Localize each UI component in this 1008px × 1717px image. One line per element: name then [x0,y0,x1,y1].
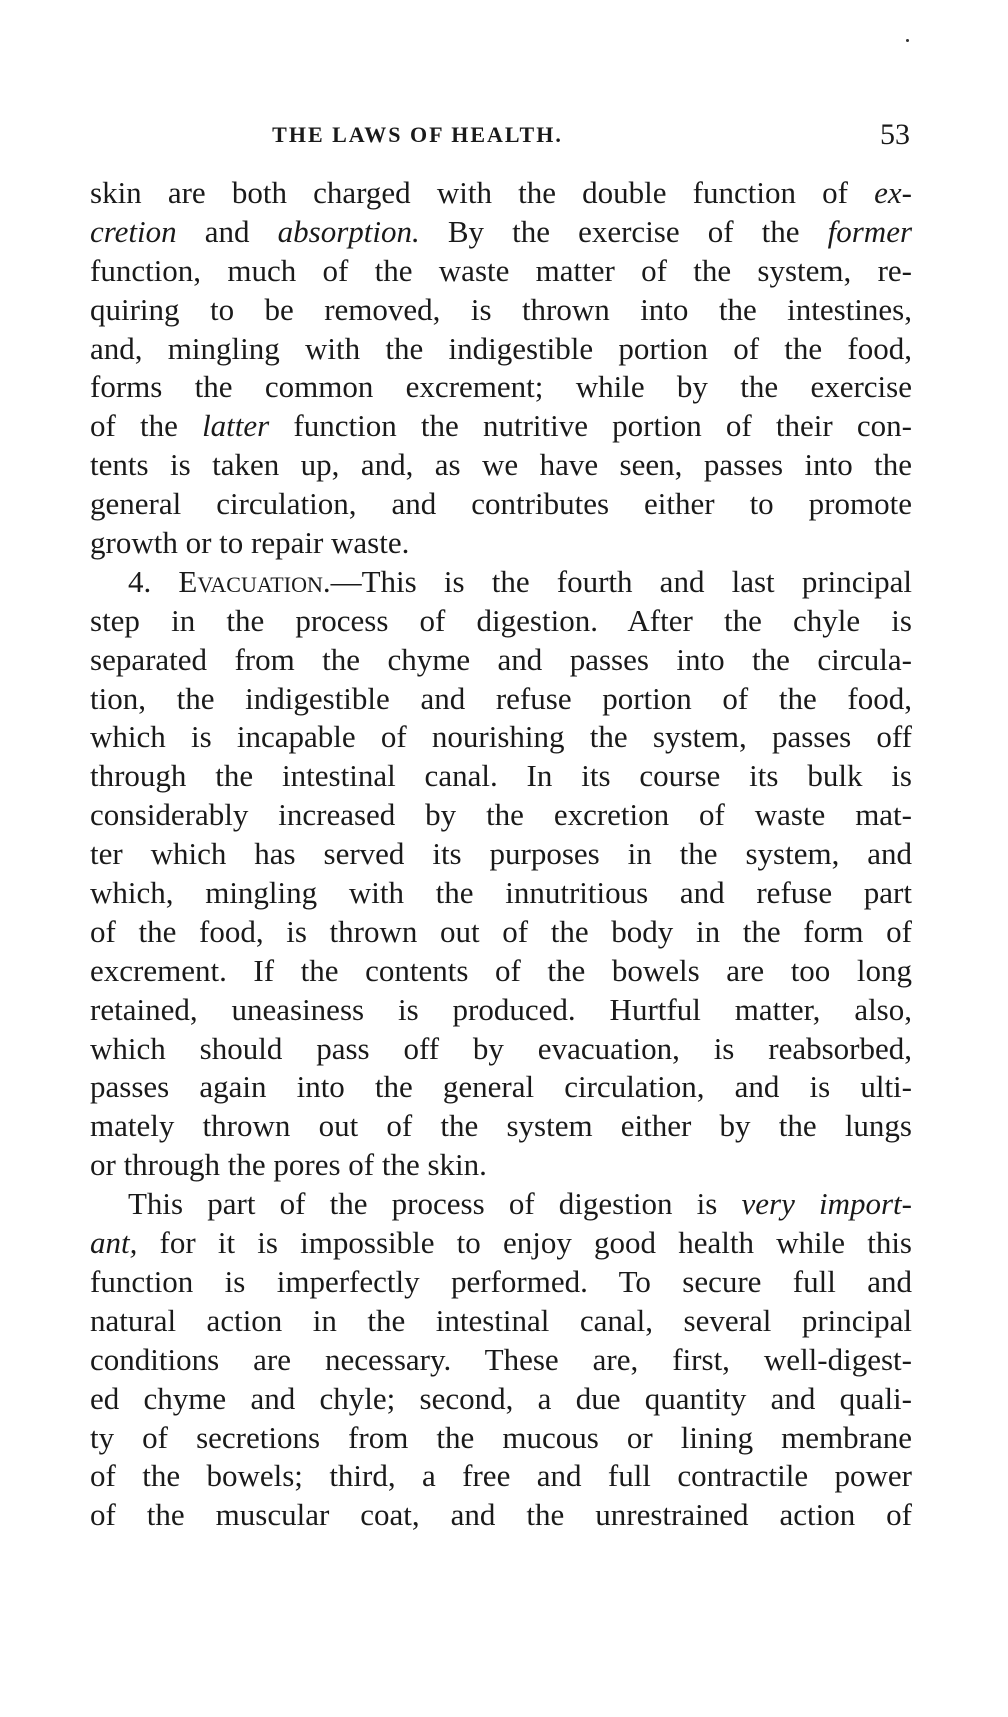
text-run: tents is taken up, and, as we have seen, passes into the [90,447,912,483]
text-line [90,446,912,485]
body-text [90,174,912,1535]
text-line [90,174,912,213]
text-run: general circulation, and contributes either to promote [90,486,912,522]
text-run: retained, uneasiness is produced. Hurtful matter, also, [90,991,912,1027]
text-line [90,1496,912,1535]
text-run: forms the common excrement; while by the exercise [90,369,912,405]
text-line [90,913,912,952]
text-line [90,1380,912,1419]
italic-text: latter [202,408,270,444]
text-run: and [176,213,278,249]
text-run: which is incapable of nourishing the system, passes off [90,719,912,755]
text-line [90,757,912,796]
text-run: ed chyme and chyle; second, a due quantity and quali- [90,1380,912,1416]
text-run: of the food, is thrown out of the body in the form of [90,913,912,949]
text-line [90,1068,912,1107]
italic-text: absorption. [277,213,420,249]
text-line [90,252,912,291]
text-line [90,563,912,602]
text-line [90,1419,912,1458]
text-run: function the nutritive portion of their con- [269,408,912,444]
text-run: of the bowels; third, a free and full contractile power [90,1458,912,1494]
italic-text: former [827,213,913,249]
text-line [90,680,912,719]
italic-text: very import- [741,1186,912,1222]
running-title: THE LAWS OF HEALTH. [272,122,563,147]
text-run: —This is the fourth and last principal [330,563,912,599]
text-line [90,796,912,835]
italic-text: cretion [90,213,177,249]
italic-text: ex- [874,175,912,210]
text-run: function is imperfectly performed. To secure full and [90,1263,912,1299]
text-run: conditions are necessary. These are, first, well-digest- [90,1341,912,1377]
text-run: tion, the indigestible and refuse portion of the food, [90,680,912,716]
text-line [90,835,912,874]
text-run: growth or to repair waste. [90,525,410,561]
text-line [90,1302,912,1341]
text-line [90,524,912,563]
text-line [90,368,912,407]
text-line [90,485,912,524]
text-line [90,991,912,1030]
text-run: skin are both charged with the double function of [90,175,875,210]
text-line [90,1341,912,1380]
text-run: 4. [128,563,179,599]
text-run: By the exercise of the [419,213,828,249]
text-run: mately thrown out of the system either by the lungs [90,1108,912,1144]
text-run: ty of secretions from the mucous or lining membrane [90,1419,912,1455]
section-heading: Evacuation. [178,563,331,599]
text-line [90,952,912,991]
italic-text: ant, [90,1225,138,1261]
text-run: which, mingling with the innutritious and refuse part [90,875,912,911]
text-line [90,1185,912,1224]
text-run: quiring to be removed, is thrown into the intestines, [90,291,912,327]
text-line [90,874,912,913]
text-run: separated from the chyme and passes into the circula- [90,641,912,677]
speck-mark [906,39,909,42]
text-line [90,1263,912,1302]
text-line [90,213,912,252]
text-run: excrement. If the contents of the bowels are too long [90,952,912,988]
text-line [90,1107,912,1146]
text-run: or through the pores of the skin. [90,1147,487,1183]
page-number: 53 [880,118,910,151]
text-line [90,291,912,330]
text-run: for it is impossible to enjoy good health while this [137,1225,912,1261]
text-run: ter which has served its purposes in the system, and [90,836,912,872]
page-header [90,118,910,158]
text-line [90,1457,912,1496]
text-run: through the intestinal canal. In its course its bulk is [90,758,912,794]
text-line [90,1146,912,1185]
text-run: passes again into the general circulation, and is ulti- [90,1069,912,1105]
text-run: which should pass off by evacuation, is reabsorbed, [90,1030,912,1066]
text-run: and, mingling with the indigestible portion of the food, [90,330,912,366]
text-line [90,1224,912,1263]
text-run: considerably increased by the excretion of waste mat- [90,797,912,833]
text-run: This part of the process of digestion is [128,1186,742,1222]
text-line [90,1030,912,1069]
text-run: step in the process of digestion. After the chyle is [90,602,912,638]
text-line [90,718,912,757]
text-run: natural action in the intestinal canal, several principal [90,1302,912,1338]
text-run: of the muscular coat, and the unrestrained action of [90,1497,912,1533]
text-line [90,602,912,641]
text-line [90,407,912,446]
text-run: function, much of the waste matter of the system, re- [90,252,912,288]
text-run: of the [90,408,203,444]
text-line [90,641,912,680]
text-line [90,330,912,369]
